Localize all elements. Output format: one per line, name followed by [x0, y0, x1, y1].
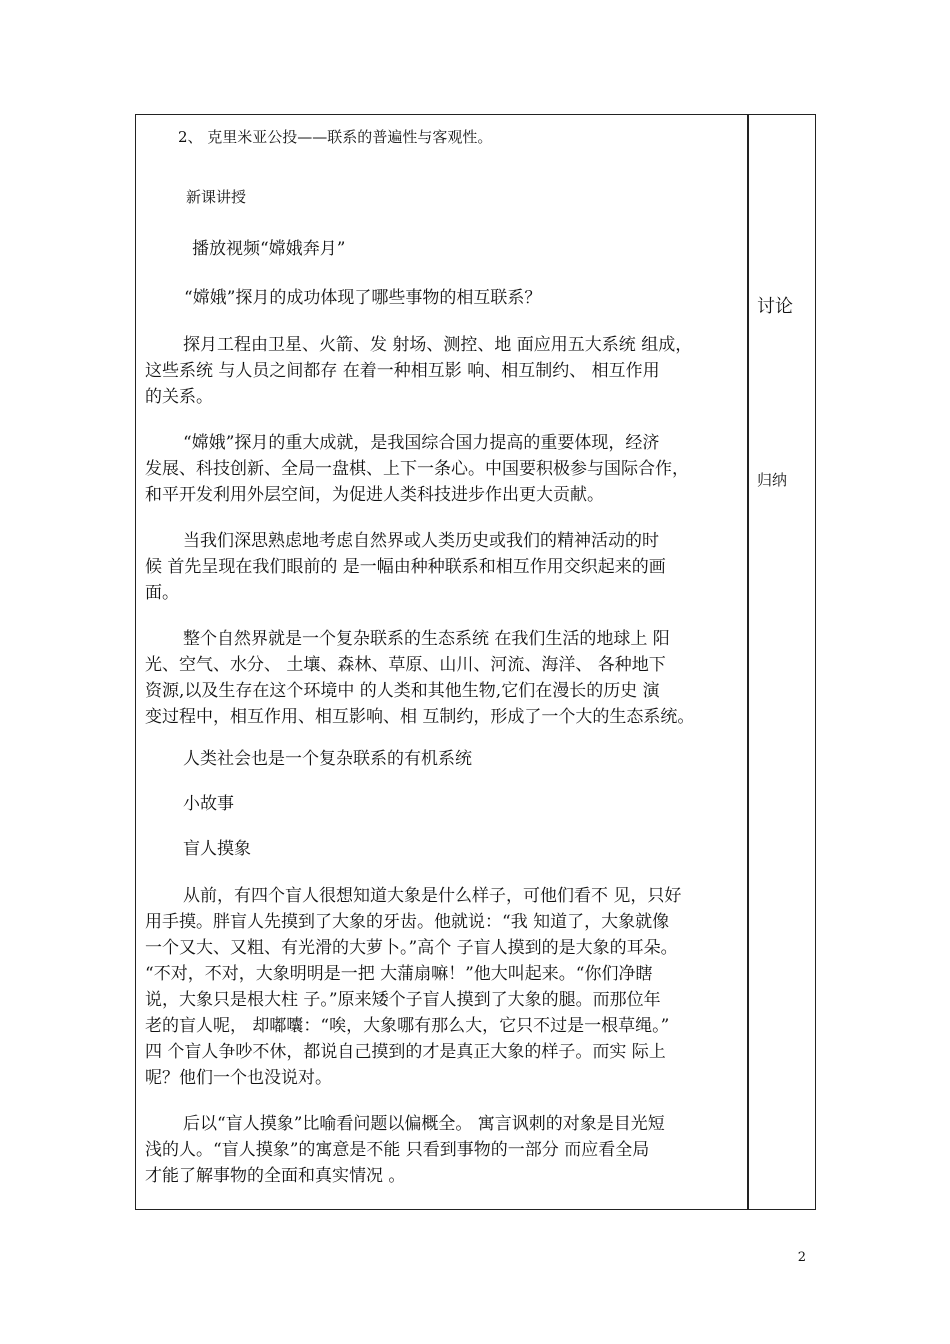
para1-line: 的关系。 [145, 387, 213, 407]
story-line: 老的盲人呢， 却嘟囔：“唉，大象哪有那么大，它只不过是一根草绳。” [145, 1016, 670, 1036]
section-heading: 2、 克里米亚公投——联系的普遍性与客观性。 [178, 128, 493, 146]
moral-line: 后以“盲人摸象”比喻看问题以偏概全。 寓言讽刺的对象是目光短 [183, 1114, 665, 1134]
para2-line: 发展、科技创新、全局一盘棋、上下一条心。中国要积极参与国际合作， [145, 459, 689, 479]
para4-line: 整个自然界就是一个复杂联系的生态系统 在我们生活的地球上 阳 [183, 629, 670, 649]
para4-line: 变过程中，相互作用、相互影响、相 互制约，形成了一个大的生态系统。 [145, 707, 695, 727]
play-video-text: 播放视频“嫦娥奔月” [192, 239, 346, 259]
para1-line: 探月工程由卫星、火箭、发 射场、测控、地 面应用五大系统 组成， [183, 335, 693, 355]
story-line: 从前，有四个盲人很想知道大象是什么样子，可他们看不 见，只好 [183, 886, 682, 906]
new-lesson-label: 新课讲授 [186, 188, 247, 206]
para4-line: 光、空气、水分、 土壤、森林、草原、山川、河流、海洋、 各种地下 [145, 655, 666, 675]
para3-line: 面。 [145, 583, 179, 603]
story-line: 一个又大、又粗、有光滑的大萝卜。”高个 子盲人摸到的是大象的耳朵。 [145, 938, 678, 958]
moral-line: 浅的人。“盲人摸象”的寓意是不能 只看到事物的一部分 而应看全局 [145, 1140, 650, 1160]
para1-line: 这些系统 与人员之间都存 在着一种相互影 响、相互制约、 相互作用 [145, 361, 660, 381]
story-label: 小故事 [183, 794, 234, 814]
page-number: 2 [797, 1250, 806, 1265]
story-line: “不对，不对，大象明明是一把 大蒲扇嘛！”他大叫起来。“你们净瞎 [145, 964, 653, 984]
story-title: 盲人摸象 [183, 839, 251, 859]
para2-line: 和平开发利用外层空间，为促进人类科技进步作出更大贡献。 [145, 485, 604, 505]
para4-line: 资源,以及生存在这个环境中 的人类和其他生物,它们在漫长的历史 演 [145, 681, 660, 701]
column-divider [747, 114, 749, 1210]
para3-line: 当我们深思熟虑地考虑自然界或人类历史或我们的精神活动的时 [183, 531, 659, 551]
story-line: 四 个盲人争吵不休，都说自己摸到的才是真正大象的样子。而实 际上 [145, 1042, 666, 1062]
para3-line: 候 首先呈现在我们眼前的 是一幅由种种联系和相互作用交织起来的画 [145, 557, 666, 577]
side-note-discuss: 讨论 [757, 296, 793, 317]
para2-line: “嫦娥”探月的重大成就，是我国综合国力提高的重要体现，经济 [183, 433, 660, 453]
story-line: 说，大象只是根大柱 子。”原来矮个子盲人摸到了大象的腿。而那位年 [145, 990, 661, 1010]
question-text: “嫦娥”探月的成功体现了哪些事物的相互联系？ [184, 288, 542, 308]
story-line: 呢？他们一个也没说对。 [145, 1068, 332, 1088]
story-line: 用手摸。胖盲人先摸到了大象的牙齿。他就说：“我 知道了，大象就像 [145, 912, 670, 932]
side-note-summarize: 归纳 [757, 471, 788, 489]
moral-line: 才能了解事物的全面和真实情况 。 [145, 1166, 406, 1186]
para5-text: 人类社会也是一个复杂联系的有机系统 [183, 749, 472, 769]
